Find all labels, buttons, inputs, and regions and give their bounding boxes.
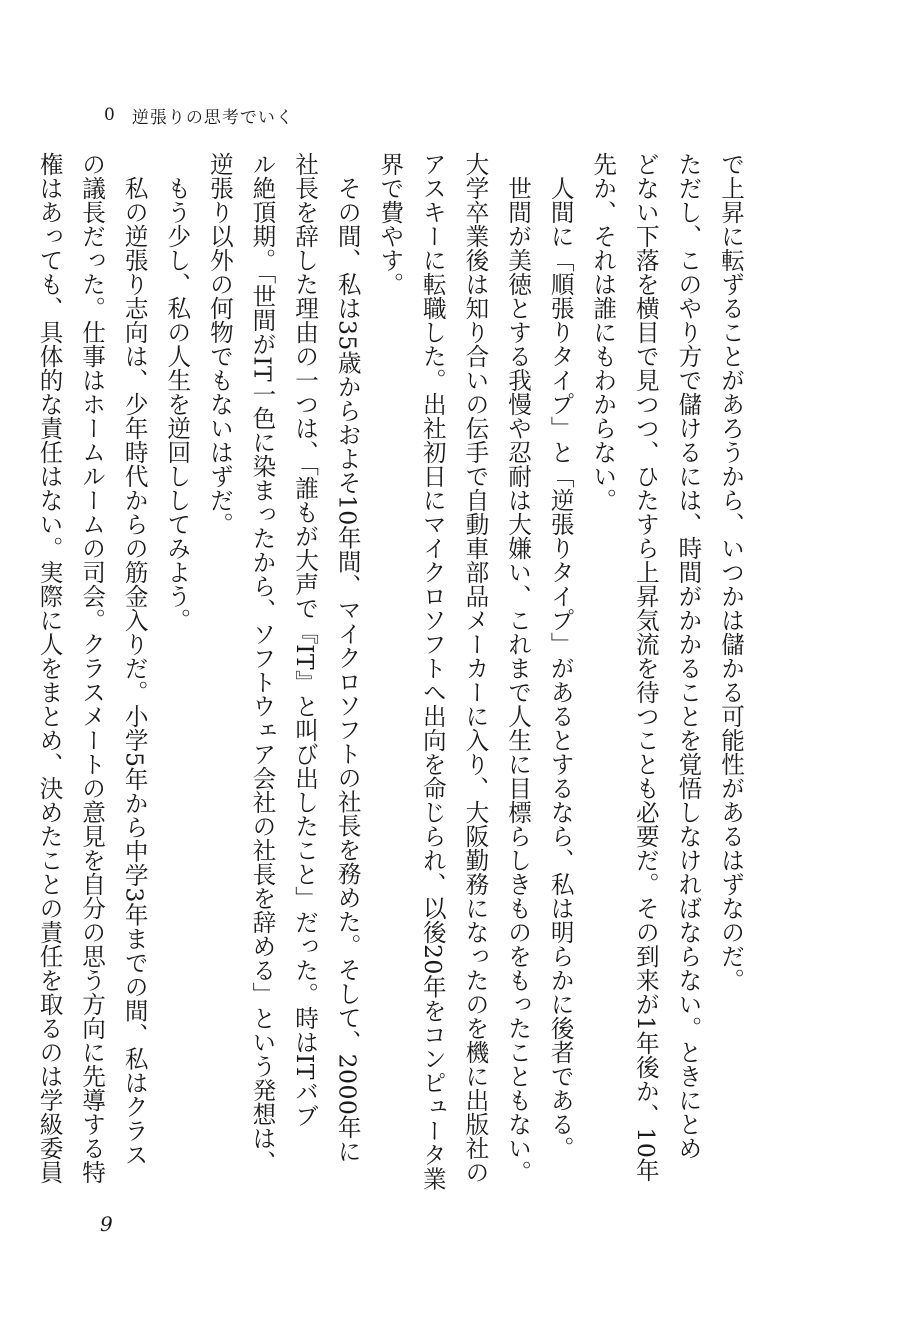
chapter-title: 逆張りの思考でいく (131, 107, 294, 128)
body-text (35, 152, 752, 1191)
text-line: 逆張り以外の何物でもないはずだ。 (205, 152, 234, 536)
text-line: 権はあっても、具体的な責任はない。実際に人をまとめ、決めたことの責任を取るのは学級委員 (35, 152, 64, 1184)
page-number: 9 (100, 1212, 113, 1236)
text-line: 大学卒業後は知り合いの伝手で自動車部品メーカーに入り、大阪勤務になったのを機に出版社の (461, 152, 490, 1184)
text-line: ル絶頂期。「世間がIT一色に染まったから、ソフトウェア会社の社長を辞める」という発想は、 (248, 152, 277, 1175)
text-line: どない下落を横目で見つつ、ひたすら上昇気流を待つことも必要だ。その到来が1年後か、10年 (631, 152, 660, 1183)
running-head (104, 100, 294, 130)
text-line: アスキーに転職した。出社初日にマイクロソフトへ出向を命じられ、以後20年をコンピュータ業 (418, 152, 447, 1191)
text-line: その間、私は35歳からおよそ10年間、マイクロソフトの社長を務めた。そして、2000年に (333, 152, 362, 1164)
text-line: 私の逆張り志向は、少年時代からの筋金入りだ。小学5年から中学3年までの間、私はクラス (120, 152, 149, 1167)
text-line: 先か、それは誰にもわからない。 (589, 152, 618, 512)
text-line: 世間が美徳とする我慢や忍耐は大嫌い、これまで人生に目標らしきものをもったこともない。 (504, 152, 533, 1184)
text-line: 人間に「順張りタイプ」と「逆張りタイプ」があるとするなら、私は明らかに後者である。 (546, 152, 575, 1160)
text-line: 界で費やす。 (376, 152, 405, 296)
text-line: ただし、このやり方で儲けるには、時間がかかることを覚悟しなければならない。ときにとめ (674, 152, 703, 1160)
text-line: もう少し、私の人生を逆回ししてみよう。 (163, 152, 192, 632)
text-line: の議長だった。仕事はホームルームの司会。クラスメートの意見を自分の思う方向に先導する特 (78, 152, 107, 1184)
text-line: で上昇に転ずることがあろうから、いつかは儲かる可能性があるはずなのだ。 (717, 152, 745, 992)
text-line: 社長を辞した理由の一つは、「誰もが大声で『IT』と叫び出したこと」だった。時はITバブ (291, 152, 320, 1128)
chapter-number: 0 (104, 105, 116, 125)
